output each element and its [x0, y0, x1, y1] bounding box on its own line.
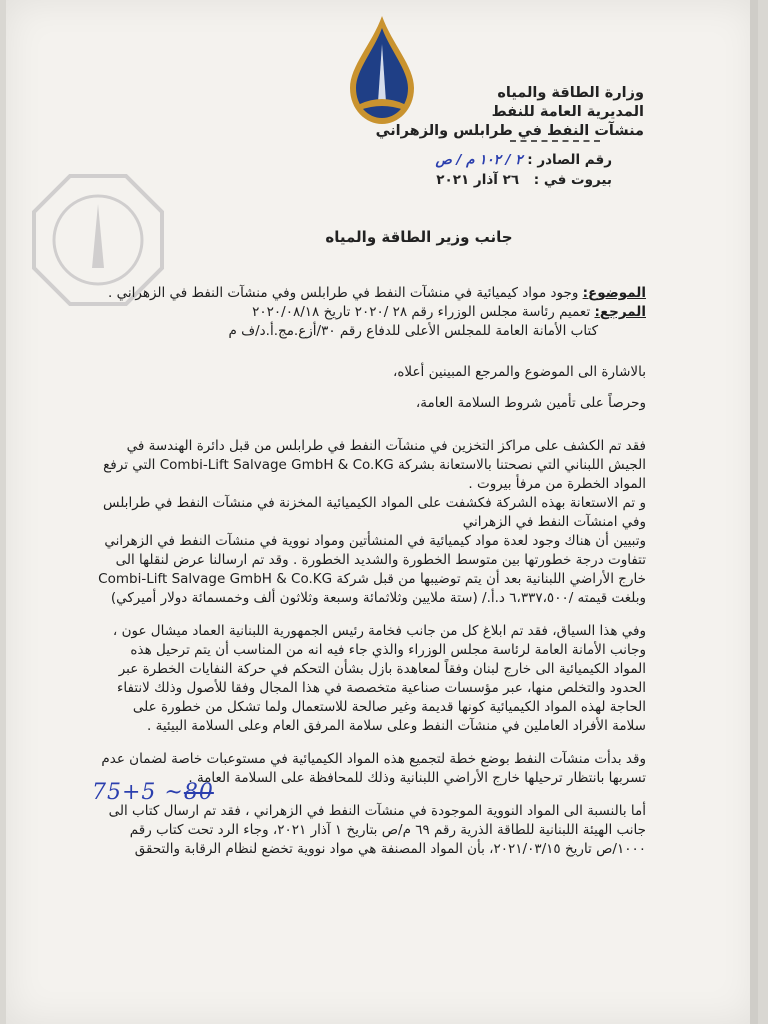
reference-line: [352, 150, 612, 170]
dashed-separator: [510, 140, 600, 142]
letterhead: [344, 84, 644, 141]
paragraph-inspection: فقد تم الكشف على مراكز التخزين في منشآت النفط في طرابلس من قبل دائرة الهندسة في الجيش اللبناني التي نصحتنا بالاستعانة بشركة Combi-Lift Salvage GmbH & Co.KG التي ترفع المواد الخطرة من مرفأ بيروت .: [103, 438, 646, 492]
page-edge: [750, 0, 758, 1024]
handwritten-struck-value: 80: [183, 780, 214, 805]
paragraph-company: و تم الاستعانة بهذه الشركة فكشفت على المواد الكيميائية المخزنة في منشآت النفط في طرابلس وفي امنشآت النفط في الزهراني: [103, 495, 646, 530]
date-line: [352, 170, 612, 190]
addressee: جانب وزير الطاقة والمياه: [325, 228, 513, 246]
paragraph-findings: وتبيين أن هناك وجود لعدة مواد كيميائية في المنشأتين ومواد نووية في منشآت النفط في الزهراني تتفاوت درجة خطورتها بين متوسط الخطورة والشديد الخطورة . وقد تم ارسالنا عرض لنقلها الى خارج الأراضي اللبنانية بعد أن يتم توضيبها من قبل شركة Combi-Lift Salvage GmbH & Co.KG وبلغت قيمته /٦،٣٣٧،٥٠٠ د.أ./ (ستة ملايين وثلاثمائة وسبعة وثلاثون ألف وخمسمائة دولار أميركي): [98, 533, 646, 606]
subject-line: [96, 284, 646, 303]
date-value: ٢٦ آذار ٢٠٢١: [436, 172, 520, 188]
ref-label: رقم الصادر :: [527, 152, 612, 168]
place-label: بيروت في :: [533, 172, 612, 188]
reference-label: المرجع:: [594, 304, 646, 320]
subject-text: وجود مواد كيميائية في منشآت النفط في طرابلس وفي منشآت النفط في الزهراني .: [108, 285, 579, 301]
subject-label: الموضوع:: [582, 285, 646, 301]
directorate-name: المديرية العامة للنفط: [491, 104, 644, 120]
ministry-name: وزارة الطاقة والمياه: [497, 85, 644, 101]
letter-body: [96, 284, 646, 859]
safety-line: وحرصاً على تأمين شروط السلامة العامة،: [415, 395, 646, 411]
paragraph-context: وفي هذا السياق، فقد تم ابلاغ كل من جانب فخامة رئيس الجمهورية اللبنانية العماد ميشال عون ، وجانب الأمانة العامة لرئاسة مجلس الوزراء والذي جاء فيه انه من المناسب أن يتم ترحيل هذه المواد الكيميائية الى خارج لبنان وفقاً لمعاهدة بازل بشأن التحكم في حركة النفايات الخطرة عبر الحدود والتخلص منها، عبر مؤسسات صناعية متخصصة في هذا المجال وفقا للأصول وذلك لانتفاء الحاجة لهذه المواد الكيميائية كونها قديمة وغير صالحة للاستعمال ولما تشكل من خطورة على سلامة الأفراد العاملين في منشآت النفط وعلى سلامة المرفق العام وعلى السلامة البيئية .: [112, 623, 646, 734]
reference-line-2: كتاب الأمانة العامة للمجلس الأعلى للدفاع رقم ٣٠/أزع.مج.أ.د/ف م: [228, 323, 598, 339]
installations-name: منشآت النفط في طرابلس والزهراني: [375, 123, 644, 139]
opening-line: بالاشارة الى الموضوع والمرجع المبينين أعلاه،: [393, 364, 646, 380]
reference-block: [352, 150, 612, 190]
paragraph-plan: وقد بدأت منشآت النفط بوضع خطة لتجميع هذه المواد الكيميائية في مستوعبات خاصة لضمان عدم تسربها بانتظار ترحيلها خارج الأراضي اللبنانية وذلك للمحافظة على السلامة العامة .: [101, 751, 646, 786]
reference-line-1: [96, 303, 646, 322]
ref-number: ٢ / ١٠٢ م / ص: [435, 152, 523, 168]
handwritten-note: [92, 780, 214, 805]
handwritten-sum: 75+5 ~: [92, 780, 184, 805]
paragraph-nuclear: أما بالنسبة الى المواد النووية الموجودة في منشآت النفط في الزهراني ، فقد تم ارسال كتاب الى جانب الهيئة اللبنانية للطاقة الذرية رقم ٦٩ م/ص بتاريخ ١ آذار ٢٠٢١، وجاء الرد تحت كتاب رقم ١٠٠٠/ص تاريخ ٢٠٢١/٠٣/١٥، بأن المواد المصنفة هي مواد نووية تخضع لنظام الرقابة والتحقق: [108, 803, 646, 857]
reference-text-1: تعميم رئاسة مجلس الوزراء رقم ٢٨ /٢٠٢٠ تاريخ ٢٠٢٠/٠٨/١٨: [252, 304, 591, 320]
